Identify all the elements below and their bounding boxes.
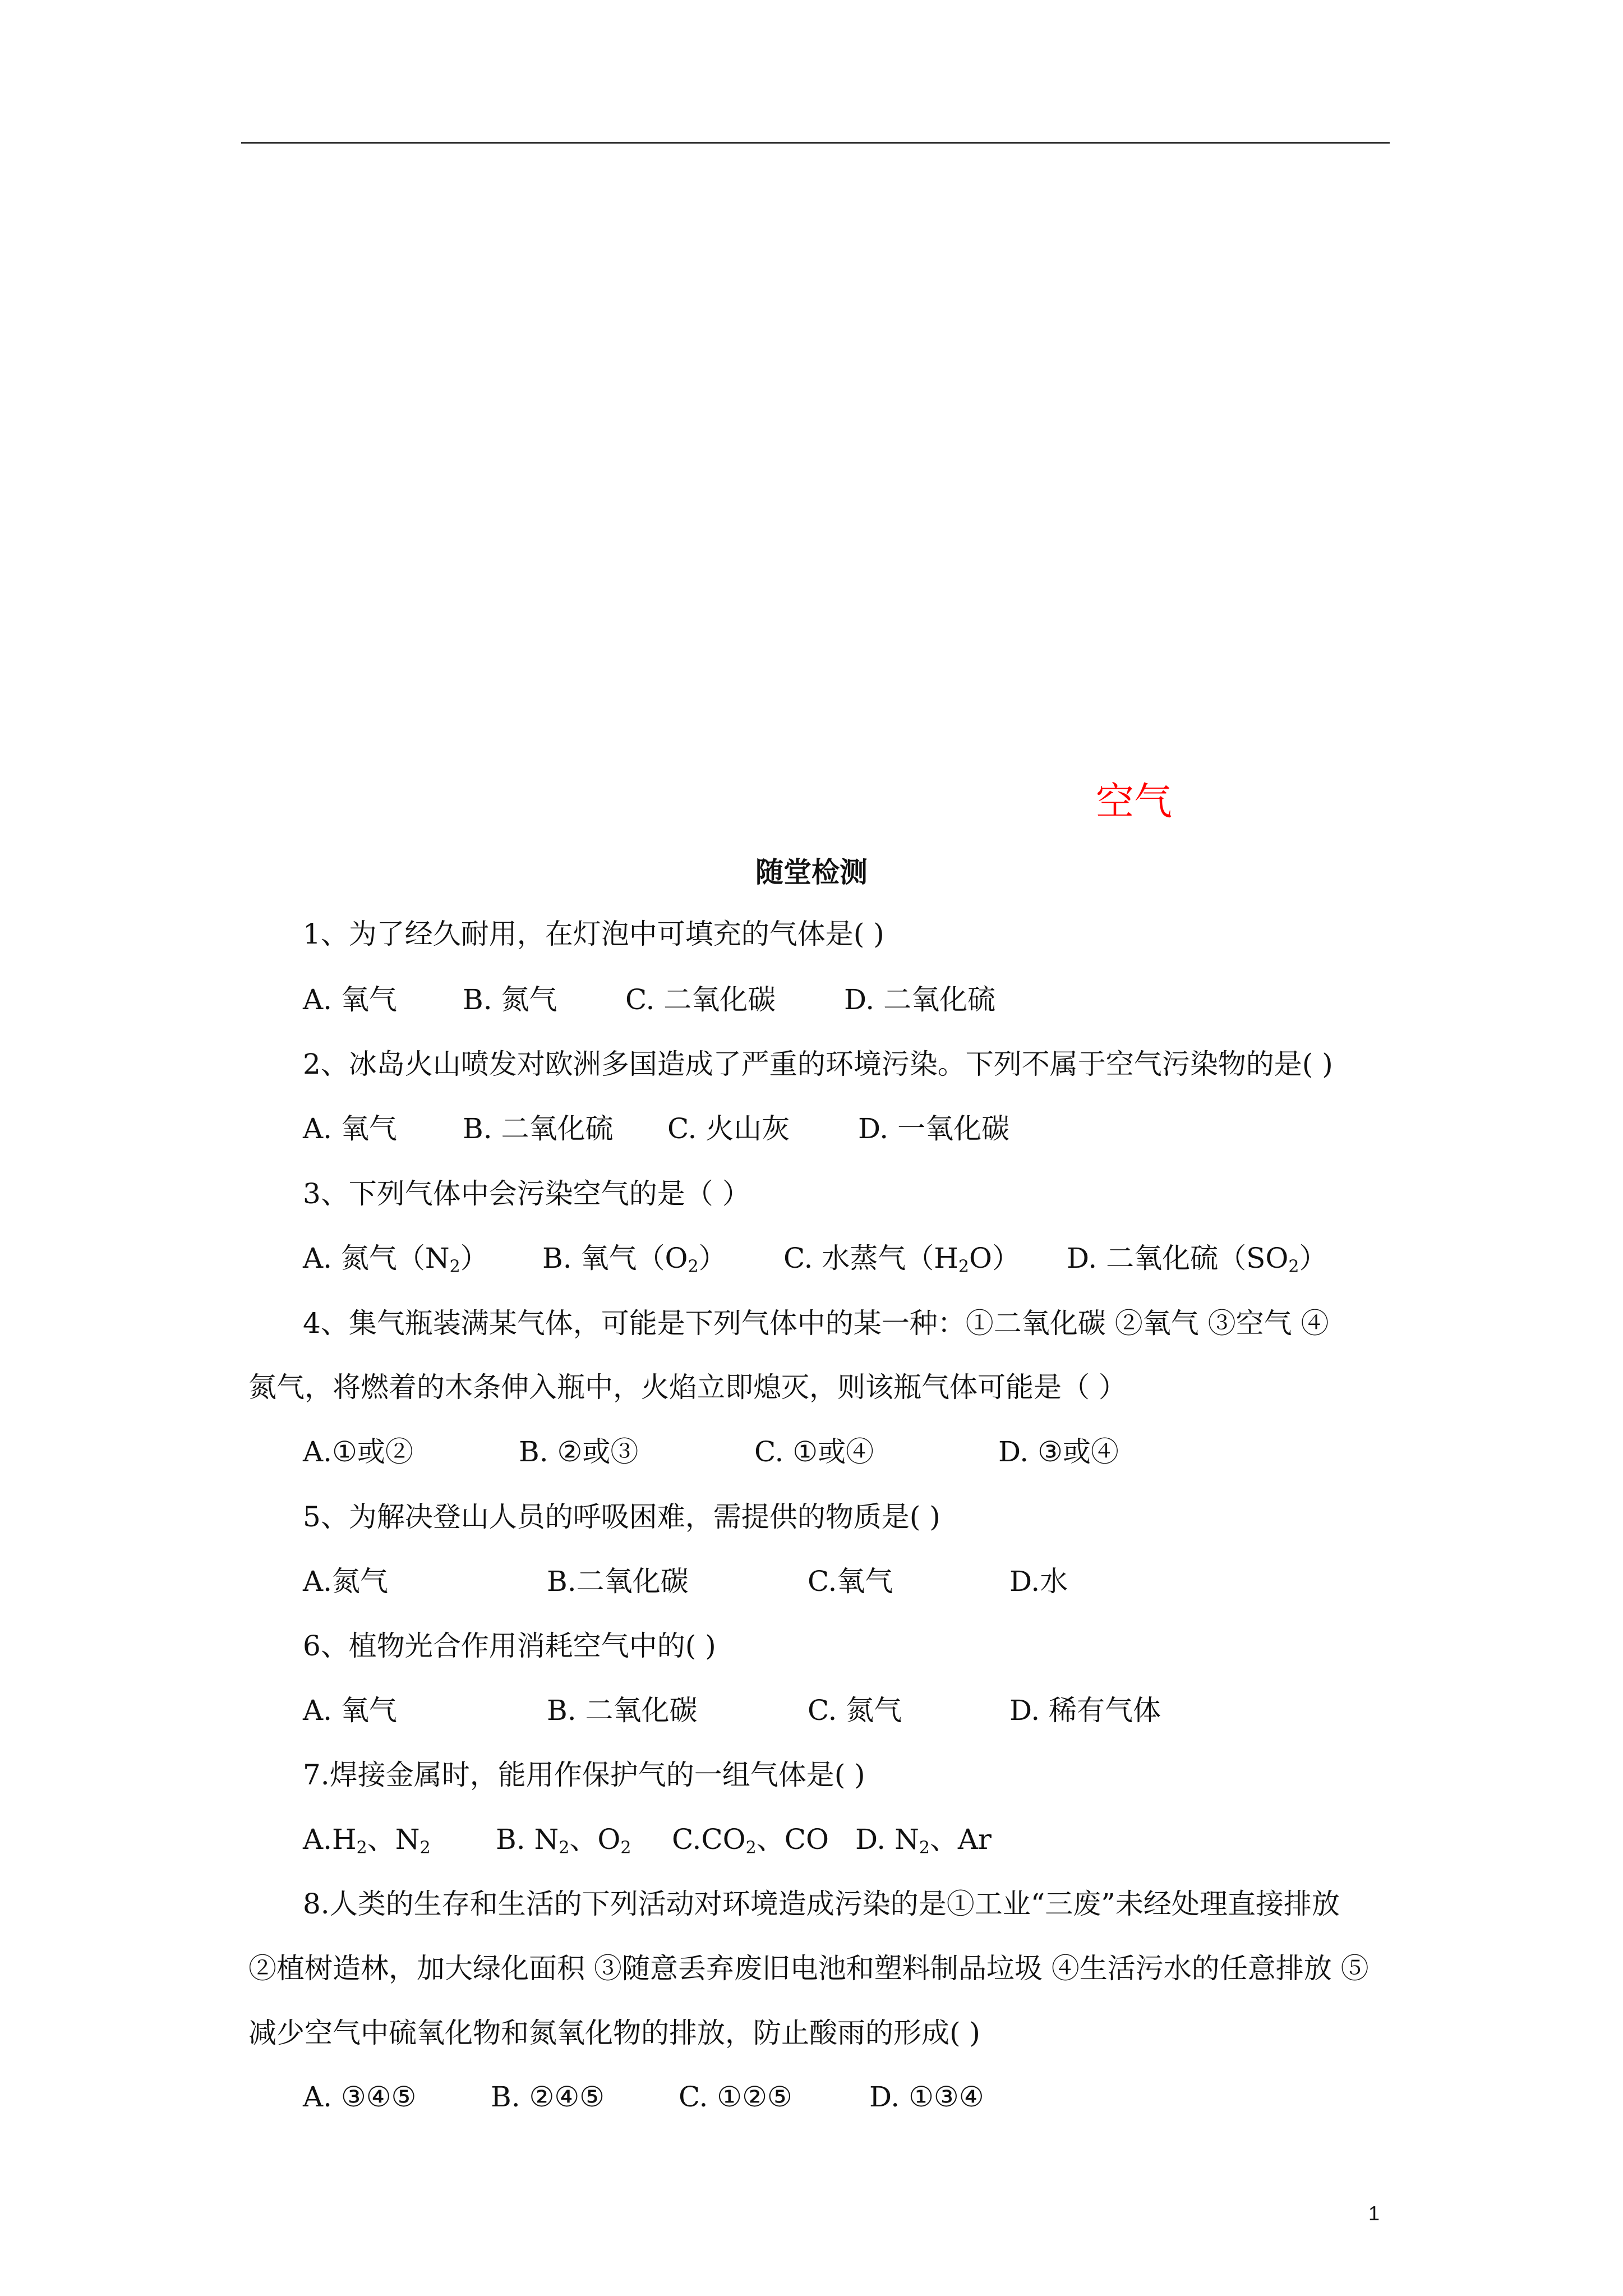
q4-option-d: D. ③或④ (998, 1435, 1119, 1468)
q4-option-b: B. ②或③ (519, 1435, 639, 1468)
q8-option-c: C. ①②⑤ (679, 2081, 792, 2113)
question-7: 7.焊接金属时，能用作保护气的一组气体是( ) (303, 1759, 865, 1791)
question-8-line-3: 减少空气中硫氧化物和氮氧化物的排放，防止酸雨的形成( ) (248, 2017, 980, 2049)
question-5-options (303, 1565, 1068, 1598)
q5-option-b: B.二氧化碳 (547, 1565, 689, 1598)
q2-option-d: D. 一氧化碳 (858, 1112, 1010, 1145)
q3-option-a: A. 氮气$(N_2)$ (303, 1242, 488, 1277)
page-title: 空气 (1095, 780, 1172, 824)
page-number: 1 (1368, 2202, 1380, 2225)
question-8: 8.人类的生存和生活的下列活动对环境造成污染的是①工业“三废”未经处理直接排放 (303, 1888, 1340, 1920)
q8-option-a: A. ③④⑤ (303, 2081, 417, 2113)
q6-option-a: A. 氧气 (303, 1694, 397, 1727)
q7-option-b: B. $N_2$、$O_2$ (496, 1823, 631, 1858)
question-7-options (303, 1823, 992, 1858)
q7-option-a: $A.H_2$、$N_2$ (303, 1823, 431, 1858)
q1-option-b: B. 氮气 (463, 983, 557, 1016)
q3-option-c: C. 水蒸气$(H_2O)$ (783, 1242, 1020, 1277)
q5-option-c: C.氧气 (808, 1565, 893, 1598)
question-1-options (303, 983, 995, 1016)
q7-option-c: $C.CO_2$、CO (672, 1823, 829, 1858)
q4-option-a: A.①或② (303, 1435, 413, 1468)
question-1: 1、为了经久耐用，在灯泡中可填充的气体是( ) (303, 918, 884, 950)
question-6-options (303, 1694, 1161, 1727)
question-5: 5、为解决登山人员的呼吸困难，需提供的物质是( ) (303, 1501, 940, 1533)
q1-option-d: D. 二氧化硫 (844, 983, 996, 1016)
q2-option-c: C. 火山灰 (667, 1112, 790, 1145)
q1-option-a: A. 氧气 (303, 983, 397, 1016)
q5-option-a: A.氮气 (303, 1565, 389, 1598)
q8-option-b: B. ②④⑤ (491, 2081, 605, 2113)
q6-option-d: D. 稀有气体 (1009, 1694, 1161, 1727)
question-6: 6、植物光合作用消耗空气中的( ) (303, 1630, 716, 1662)
question-3: 3、下列气体中会污染空气的是（ ） (303, 1177, 750, 1210)
q8-option-d: D. ①③④ (869, 2081, 984, 2113)
q2-option-b: B. 二氧化硫 (463, 1112, 614, 1145)
question-8-options (303, 2080, 984, 2114)
q4-option-c: C. ①或④ (754, 1435, 874, 1468)
q5-option-d: D.水 (1009, 1565, 1068, 1598)
question-2-options (303, 1112, 1009, 1145)
question-2: 2、冰岛火山喷发对欧洲多国造成了严重的环境污染。下列不属于空气污染物的是( ) (303, 1048, 1333, 1080)
q7-option-d: D. $N_2$、Ar (855, 1823, 992, 1858)
question-4-continued: 氮气，将燃着的木条伸入瓶中，火焰立即熄灭，则该瓶气体可能是（ ） (248, 1371, 1127, 1404)
q2-option-a: A. 氧气 (303, 1112, 397, 1145)
question-3-options (303, 1241, 1327, 1277)
question-4: 4、集气瓶装满某气体，可能是下列气体中的某一种：①二氧化碳 ②氧气 ③空气 ④ (303, 1307, 1329, 1340)
q6-option-c: C. 氮气 (808, 1694, 902, 1727)
question-4-options (303, 1435, 1119, 1469)
header-rule (241, 142, 1390, 144)
q6-option-b: B. 二氧化碳 (547, 1694, 698, 1727)
question-8-line-2: ②植树造林，加大绿化面积 ③随意丢弃废旧电池和塑料制品垃圾 ④生活污水的任意排放 ⑤ (248, 1952, 1369, 1985)
q3-option-d: D. 二氧化硫$(SO_2)$ (1067, 1242, 1327, 1277)
q3-option-b: B. 氧气$(O_2)$ (542, 1242, 727, 1277)
q1-option-c: C. 二氧化碳 (625, 983, 776, 1016)
section-title: 随堂检测 (755, 855, 868, 889)
